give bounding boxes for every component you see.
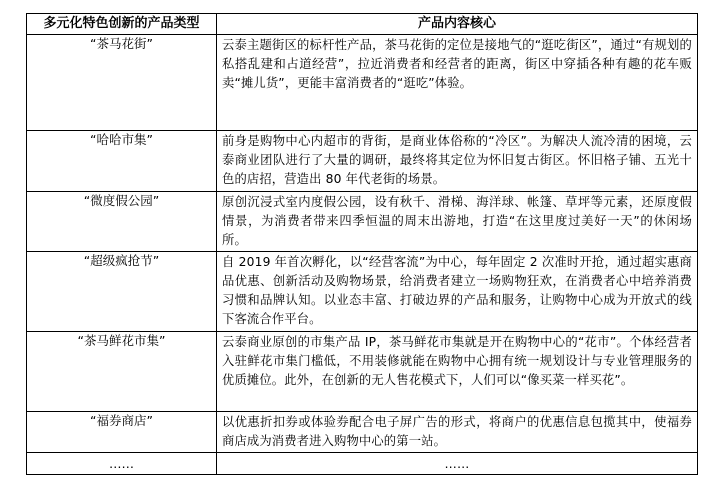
product-content-cell: 以优惠折扣券或体验券配合电子屏广告的形式，将商户的优惠信息包揽其中，使福券商店成为消费者进入购物中心的第一站。 [217,412,698,453]
product-content-cell: 前身是购物中心内超市的背街，是商业体俗称的“冷区”。为解决人流冷清的困境，云泰商业团队进行了大量的调研，最终将其定位为怀旧复古街区。怀旧格子铺、五光十色的店招，营造出 80 年代老街的场景。 [217,131,698,192]
table-row [27,131,698,192]
header-row [27,14,698,35]
product-content-cell: 原创沉浸式室内度假公园，设有秋千、滑梯、海洋球、帐篷、草坪等元素，还原度假情景，为消费者带来四季恒温的周末出游地，打造“在这里度过美好一天”的休闲场所。 [217,192,698,252]
table-row [27,412,698,453]
product-type-cell: …… [27,453,217,475]
product-type-cell: “福券商店” [27,412,217,453]
product-content-cell: 云泰主题街区的标杆性产品，茶马花街的定位是接地气的“逛吃街区”，通过“有规划的私搭乱建和占道经营”，拉近消费者和经营者的距离，街区中穿插各种有趣的花车贩卖“摊儿货”，更能丰富消费者的“逛吃”体验。 [217,35,698,131]
product-content-cell: 自 2019 年首次孵化，以“经营客流”为中心，每年固定 2 次准时开抢，通过超实惠商品优惠、创新活动及购物场景，给消费者建立一场购物狂欢，在消费者心中培养消费习惯和品牌认知。以业态丰富、打破边界的产品和服务，让购物中心成为开放式的线下客流合作平台。 [217,252,698,332]
table-row [27,35,698,131]
table-row [27,332,698,412]
product-table [26,13,698,475]
table-row [27,252,698,332]
product-content-cell: …… [217,453,698,475]
product-type-cell: “茶马鲜花市集” [27,332,217,412]
product-type-cell: “超级疯抢节” [27,252,217,332]
header-product-core: 产品内容核心 [217,14,698,35]
product-type-cell: “微度假公园” [27,192,217,252]
table-row-ellipsis [27,453,698,475]
product-type-cell: “哈哈市集” [27,131,217,192]
header-product-type: 多元化特色创新的产品类型 [27,14,217,35]
table-row [27,192,698,252]
product-content-cell: 云泰商业原创的市集产品 IP，茶马鲜花市集就是开在购物中心的“花市”。个体经营者入驻鲜花市集门槛低，不用装修就能在购物中心拥有统一规划设计与专业管理服务的优质摊位。此外，在创新的无人售花模式下，人们可以“像买菜一样买花”。 [217,332,698,412]
product-type-cell: “茶马花街” [27,35,217,131]
